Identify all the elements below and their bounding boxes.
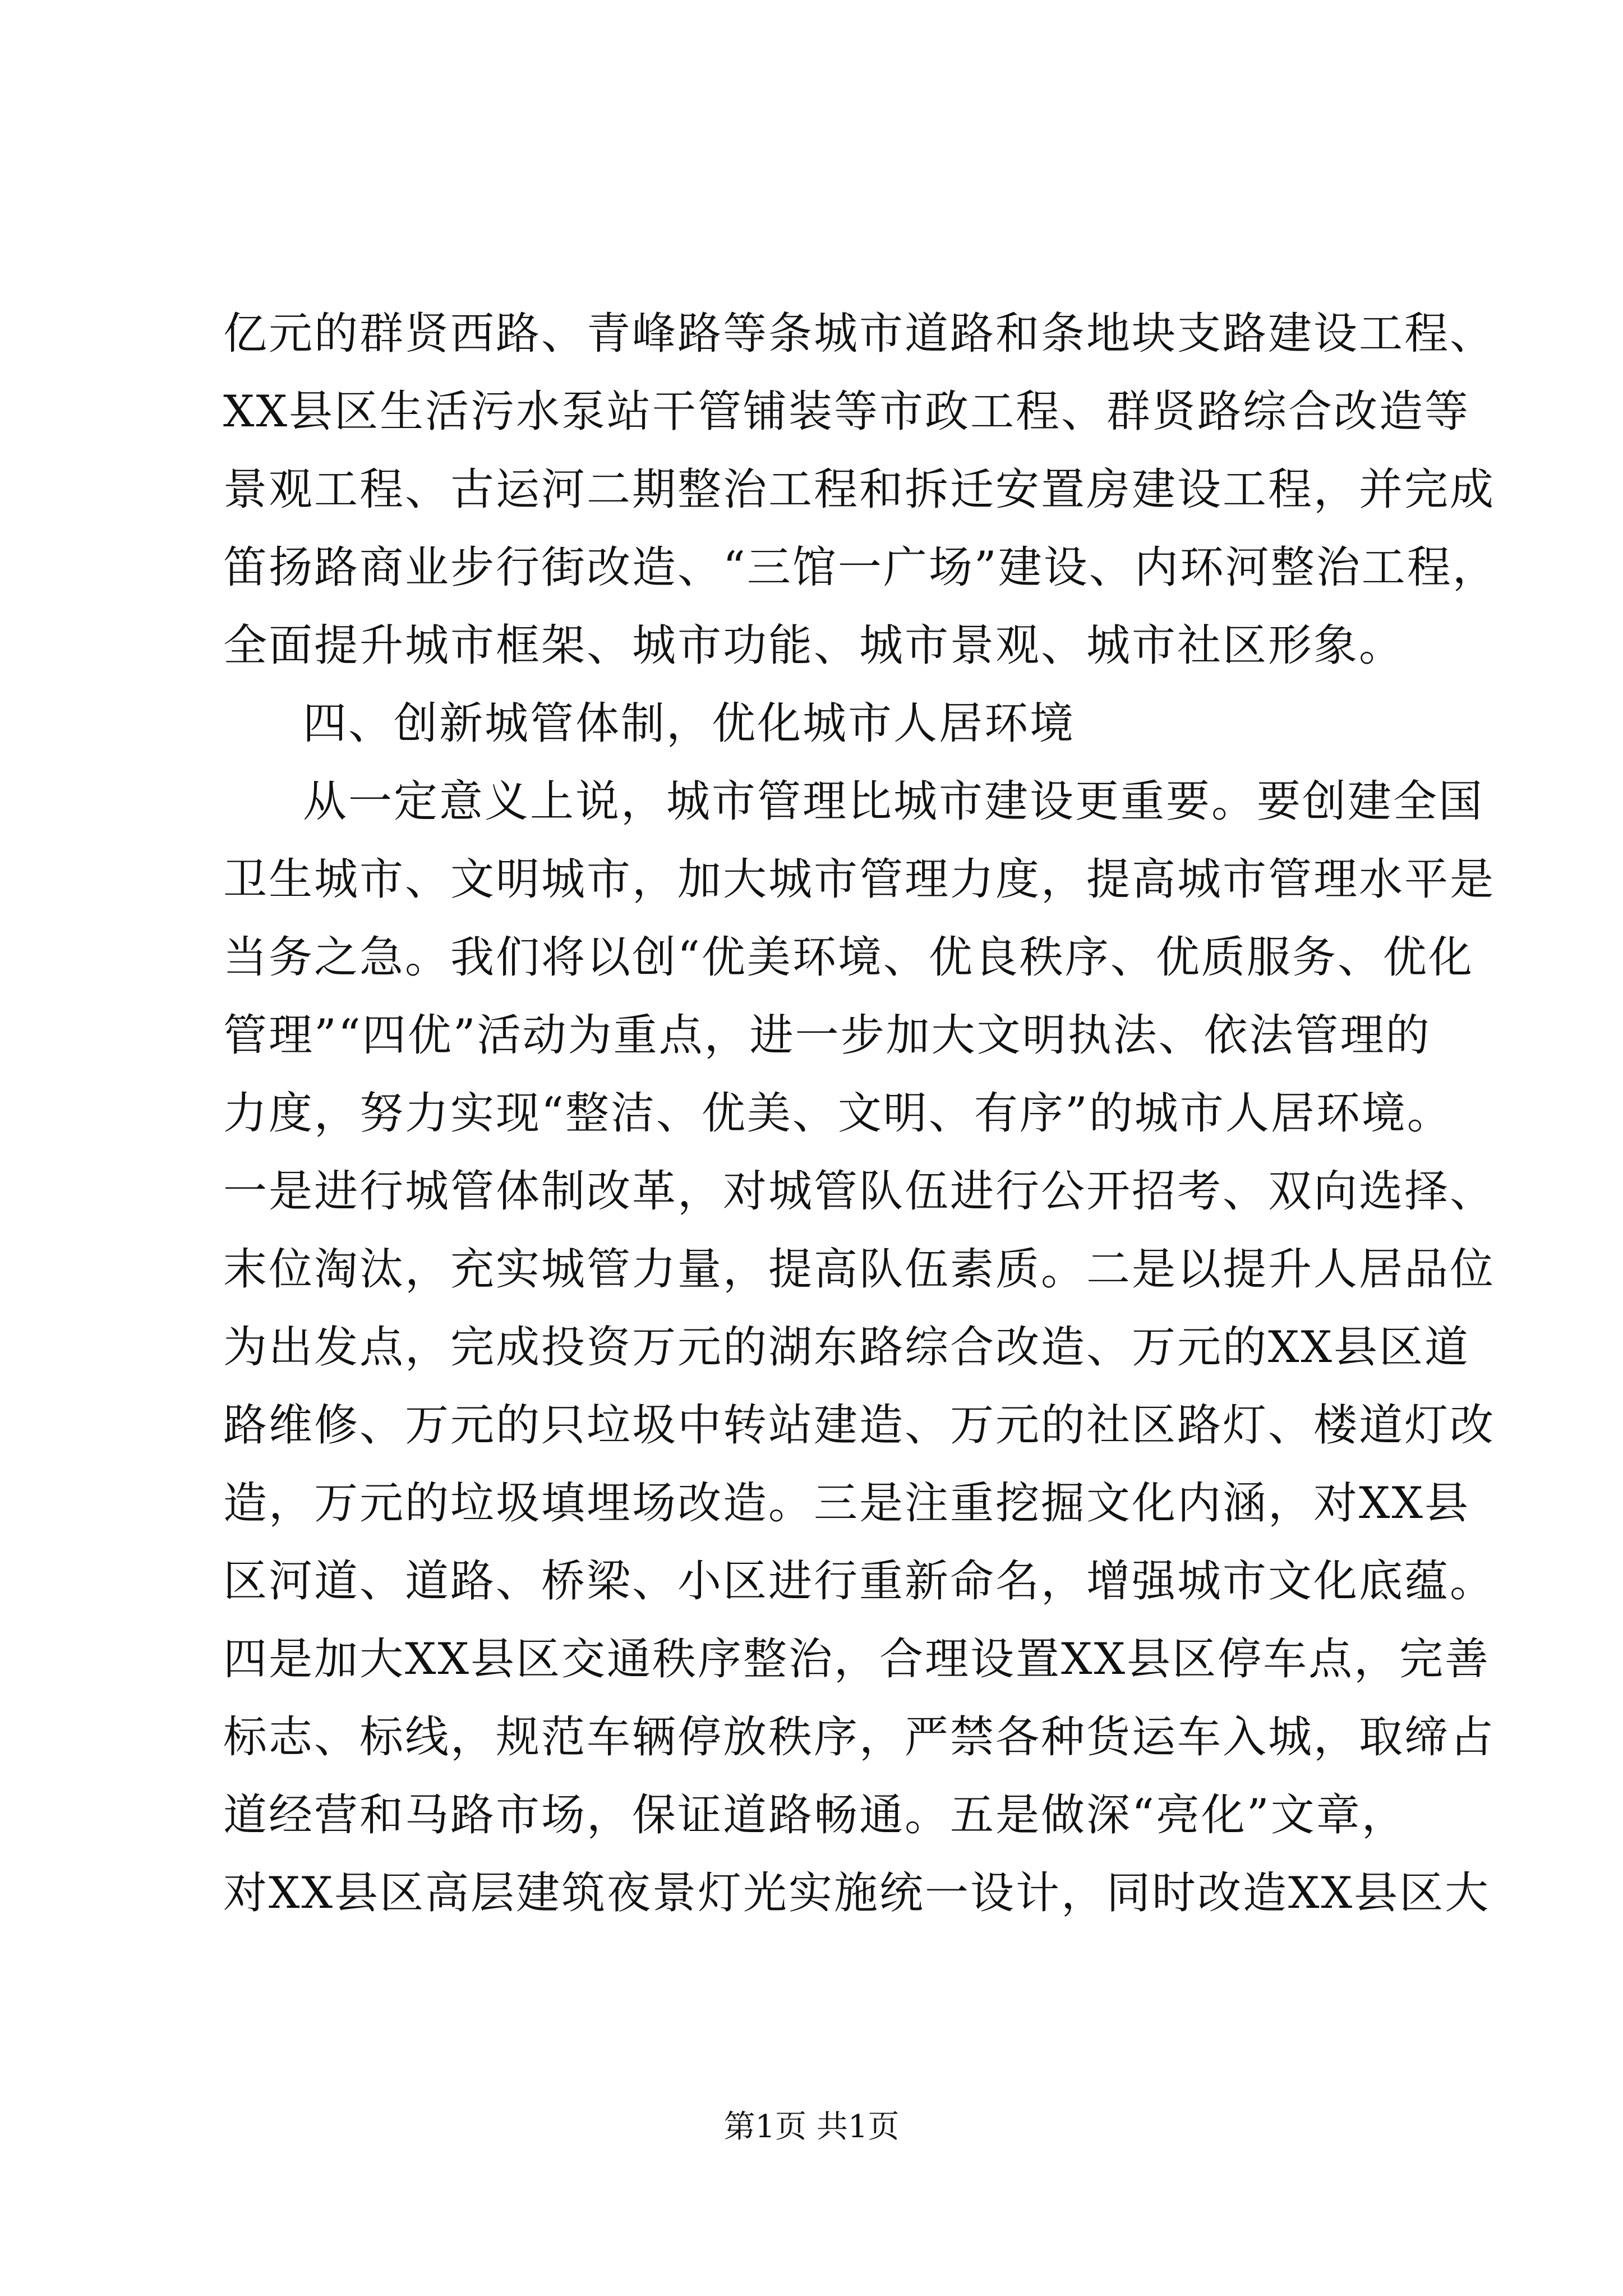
text-line: 末位淘汰，充实城管力量，提高队伍素质。二是以提升人居品位 [223, 1244, 1496, 1295]
text-line: 全面提升城市框架、城市功能、城市景观、城市社区形象。 [223, 620, 1405, 671]
text-line: 力度，努力实现“整洁、优美、文明、有序”的城市人居环境。 [223, 1088, 1453, 1139]
text-line: 四是加大XX县区交通秩序整治，合理设置XX县区停车点，完善 [223, 1634, 1491, 1685]
section-heading: 四、创新城管体制，优化城市人居环境 [303, 698, 1076, 749]
text-line: 当务之急。我们将以创“优美环境、优良秩序、优质服务、优化 [223, 932, 1474, 983]
text-line: 为出发点，完成投资万元的湖东路综合改造、万元的XX县区道 [223, 1322, 1470, 1373]
text-line: 区河道、道路、桥梁、小区进行重新命名，增强城市文化底蕴。 [223, 1556, 1496, 1607]
text-line: 道经营和马路市场，保证道路畅通。五是做深“亮化”文章， [223, 1790, 1407, 1841]
page-footer: 第1页 共1页 [723, 2109, 900, 2145]
text-line: 管理”“四优”活动为重点，进一步加大文明执法、依法管理的 [223, 1010, 1431, 1061]
text-line: XX县区生活污水泵站干管铺装等市政工程、群贤路综合改造等 [223, 386, 1470, 437]
text-line: 标志、标线，规范车辆停放秩序，严禁各种货运车入城，取缔占 [223, 1712, 1496, 1763]
text-line: 造，万元的垃圾填埋场改造。三是注重挖掘文化内涵，对XX县 [223, 1478, 1470, 1529]
text-line: 从一定意义上说，城市管理比城市建设更重要。要创建全国 [303, 776, 1484, 827]
text-line: 对XX县区高层建筑夜景灯光实施统一设计，同时改造XX县区大 [223, 1868, 1491, 1918]
text-line: 亿元的群贤西路、青峰路等条城市道路和条地块支路建设工程、 [223, 309, 1496, 359]
text-line: 路维修、万元的只垃圾中转站建造、万元的社区路灯、楼道灯改 [223, 1400, 1496, 1451]
text-line: 笛扬路商业步行街改造、“三馆一广场”建设、内环河整治工程， [223, 542, 1498, 593]
text-line: 一是进行城管体制改革，对城管队伍进行公开招考、双向选择、 [223, 1166, 1496, 1217]
text-line: 景观工程、古运河二期整治工程和拆迁安置房建设工程，并完成 [223, 464, 1496, 515]
text-line: 卫生城市、文明城市，加大城市管理力度，提高城市管理水平是 [223, 854, 1496, 905]
